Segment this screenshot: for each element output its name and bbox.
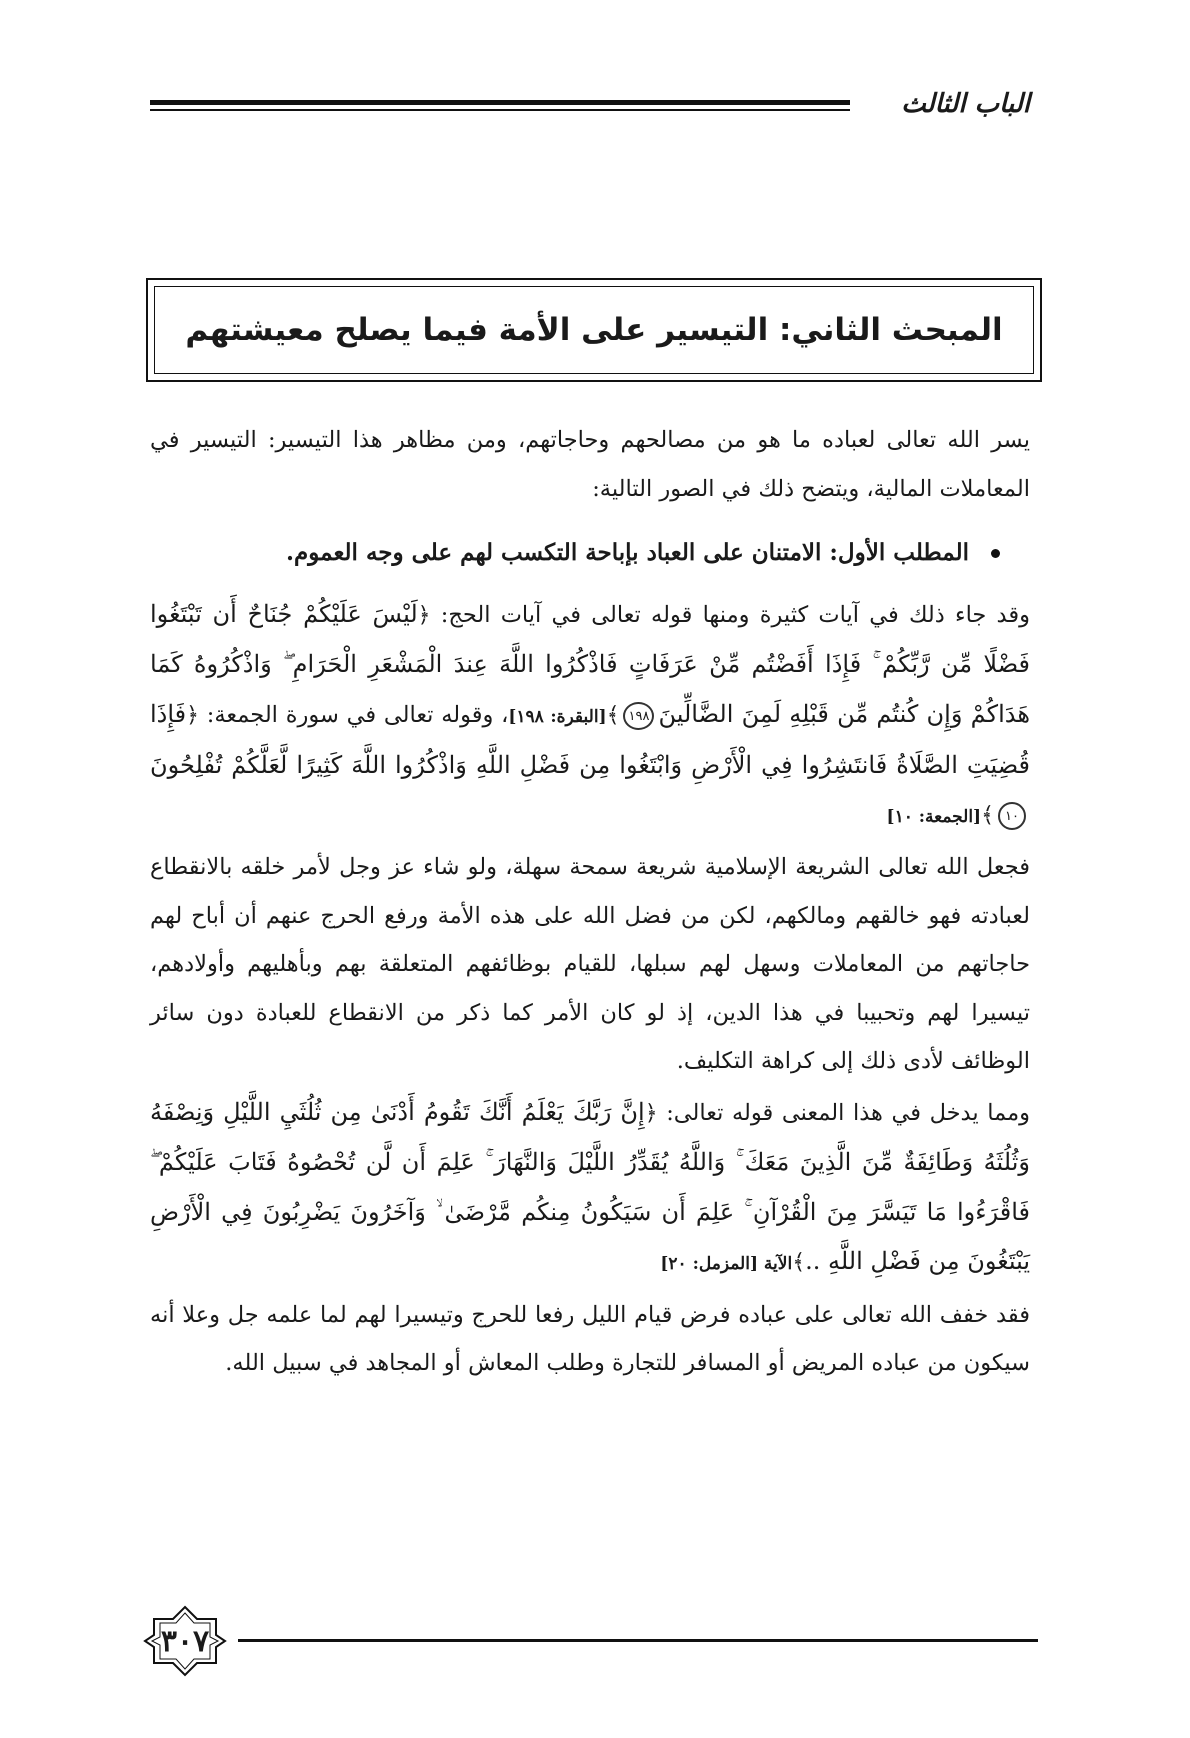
section-title: المبحث الثاني: التيسير على الأمة فيما يصلح معيشتهم — [185, 312, 1003, 348]
page-number-ornament — [142, 1604, 228, 1678]
subheading-text: المطلب الأول: الامتنان على العباد بإباحة التكسب لهم على وجه العموم. — [286, 539, 969, 566]
quran-open-brace-icon: ﴿ — [644, 1100, 658, 1126]
section-title-box — [146, 278, 1042, 382]
quran-close-brace-icon: ﴾ — [981, 802, 994, 828]
running-header — [150, 84, 1030, 124]
quran-verse-baqarah: لَيْسَ عَلَيْكُمْ جُنَاحٌ أَن تَبْتَغُوا فَضْلًا مِّن رَّبِّكُمْ ۚ فَإِذَا أَفَضْتُم مِّنْ عَرَفَاتٍ فَاذْكُرُوا اللَّهَ عِندَ الْمَشْعَرِ الْحَرَامِ ۖ وَاذْكُرُوهُ كَمَا هَدَاكُمْ وَإِن كُنتُم مِّن قَبْلِهِ لَمِنَ الضَّالِّينَ — [150, 599, 1030, 728]
intro-paragraph: يسر الله تعالى لعباده ما هو من مصالحهم وحاجاتهم، ومن مظاهر هذا التيسير: التيسير في المعاملات المالية، ويتضح ذلك في الصور التالية: — [150, 427, 1030, 502]
bullet-icon — [991, 549, 1000, 558]
verse-number-marker: ١٩٨ — [623, 702, 654, 730]
paragraph-verses-hajj-jumuah — [150, 590, 1030, 842]
verse-reference: [البقرة: ١٩٨] — [508, 706, 607, 727]
chapter-title: الباب الثالث — [901, 89, 1030, 119]
verse-number-marker: ١٠ — [998, 802, 1026, 830]
quran-open-brace-icon: ﴿ — [417, 602, 431, 628]
para1-middle: ، وقوله تعالى في سورة الجمعة: — [199, 701, 509, 728]
para3-lead: ومما يدخل في هذا المعنى قوله تعالى: — [657, 1099, 1030, 1126]
body-text — [150, 416, 1030, 1390]
quran-verse-muzzammil: إِنَّ رَبَّكَ يَعْلَمُ أَنَّكَ تَقُومُ أَدْنَىٰ مِن ثُلُثَيِ اللَّيْلِ وَنِصْفَهُ وَثُلُثَهُ وَطَائِفَةٌ مِّنَ الَّذِينَ مَعَكَ ۚ وَاللَّهُ يُقَدِّرُ اللَّيْلَ وَالنَّهَارَ ۚ عَلِمَ أَن لَّن تُحْصُوهُ فَتَابَ عَلَيْكُمْ ۖ فَاقْرَءُوا مَا تَيَسَّرَ مِنَ الْقُرْآنِ ۚ عَلِمَ أَن سَيَكُونُ مِنكُم مَّرْضَىٰ ۙ وَآخَرُونَ يَضْرِبُونَ فِي الْأَرْضِ يَبْتَغُونَ مِن فَضْلِ اللَّهِ .. — [150, 1097, 1030, 1275]
quran-close-brace-icon: ﴾ — [606, 702, 620, 728]
page-number: ٣٠٧ — [160, 1623, 210, 1659]
subheading — [150, 529, 1030, 578]
quran-close-brace-icon: ﴾ — [792, 1250, 806, 1275]
quran-verse-jumuah: فَإِذَا قُضِيَتِ الصَّلَاةُ فَانتَشِرُوا فِي الْأَرْضِ وَابْتَغُوا مِن فَضْلِ اللَّهِ وَاذْكُرُوا اللَّهَ كَثِيرًا لَّعَلَّكُمْ تُفْلِحُونَ — [150, 699, 1030, 779]
header-rule-thick — [150, 100, 850, 105]
quran-open-brace-icon: ﴿ — [186, 702, 200, 728]
para1-lead: وقد جاء ذلك في آيات كثيرة ومنها قوله تعالى في آيات الحج: — [430, 601, 1030, 628]
footer-rule — [238, 1639, 1038, 1642]
verse-reference: الآية [المزمل: ٢٠] — [660, 1254, 793, 1274]
paragraph-muzzammil — [150, 1088, 1030, 1289]
verse-reference: [الجمعة: ١٠] — [886, 806, 982, 827]
header-rule-thin — [150, 109, 850, 111]
paragraph-night-prayer: فقد خفف الله تعالى على عباده فرض قيام الليل رفعا للحرج وتيسيرا لهم لما علمه جل وعلا أنه سيكون من عباده المريض أو المسافر للتجارة وطلب المعاش أو المجاهد في سبيل الله. — [150, 1301, 1030, 1376]
paragraph-sharia-ease: فجعل الله تعالى الشريعة الإسلامية شريعة سمحة سهلة، ولو شاء عز وجل لأمر خلقه بالانقطاع لعبادته فهو خالقهم ومالكهم، لكن من فضل الله على هذه الأمة ورفع الحرج عنهم أن أباح لهم حاجاتهم من المعاملات وسهل لهم سبلها، للقيام بوظائفهم المتعلقة بهم وبأهليهم وأولادهم، تيسيرا لهم وتحبيبا في هذا الدين، إذ لو كان الأمر كما ذكر من الانقطاع للعبادة دون سائر الوظائف لأدى ذلك إلى كراهة التكليف. — [150, 854, 1030, 1074]
